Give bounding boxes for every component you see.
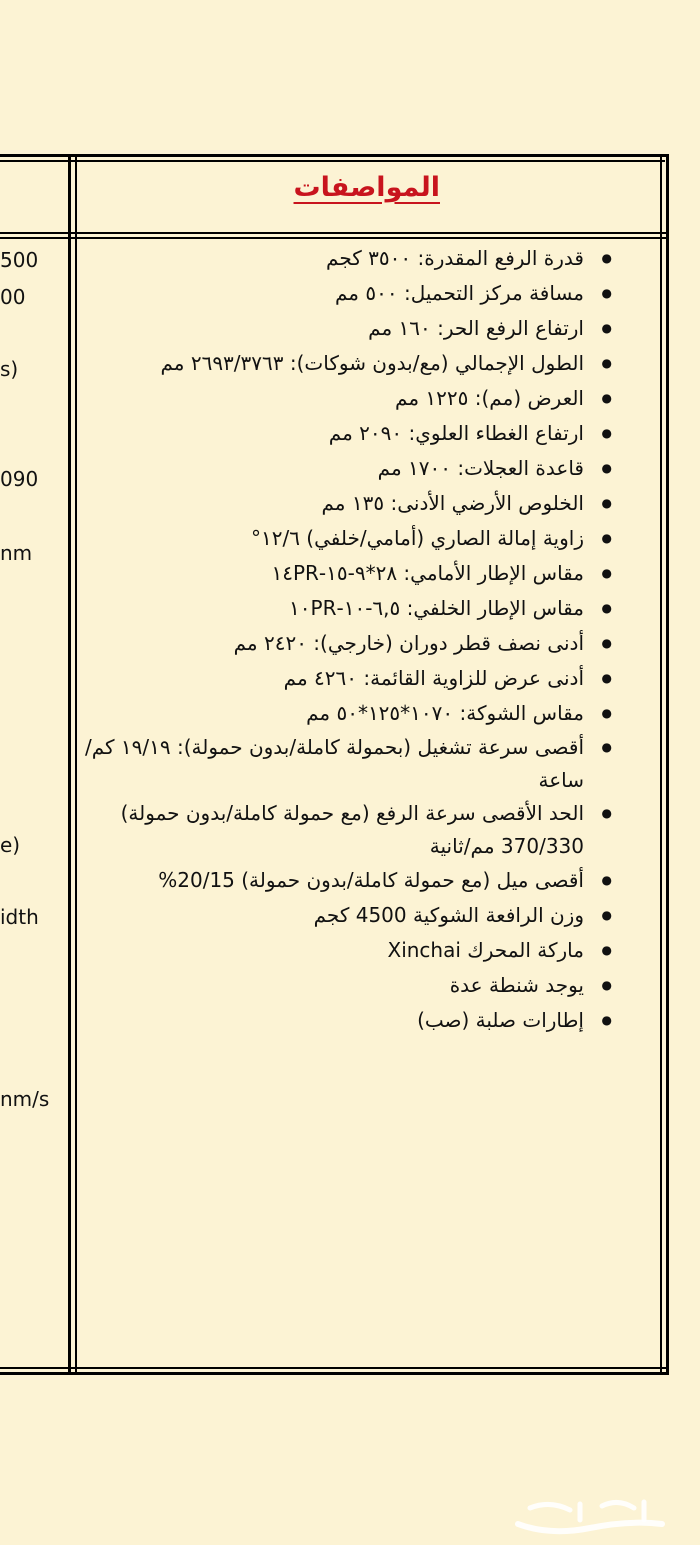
left-fragment: e) [0,833,21,857]
list-item: ● إطارات صلبة (صب) [82,1003,612,1038]
table-top-border-inner [0,160,665,162]
table-right-border-outer [666,154,669,1375]
list-item: ● قاعدة العجلات: ١٧٠٠ مم [82,451,612,486]
list-item: ● الخلوص الأرضي الأدنى: ١٣٥ مم [82,486,612,521]
left-fragment: s) [0,357,19,381]
list-item: ● مقاس الإطار الخلفي: ٦,٥-١٠-١٠PR [82,591,612,626]
list-item: ● العرض (مم): ١٢٢٥ مم [82,381,612,416]
column-divider-inner [75,154,77,1375]
list-item: ● أدنى نصف قطر دوران (خارجي): ٢٤٢٠ مم [82,626,612,661]
list-item: ● أقصى ميل (مع حمولة كاملة/بدون حمولة) 20/15% [82,863,612,898]
list-item: ● الحد الأقصى سرعة الرفع (مع حمولة كاملة/بدون حمولة) 370/330 مم/ثانية [82,797,612,863]
list-item: ● زاوية إمالة الصاري (أمامي/خلفي) ١٢/٦° [82,521,612,556]
table-top-border [0,154,668,157]
list-item: ● الطول الإجمالي (مع/بدون شوكات): ٢٦٩٣/٣٧٦٣ مم [82,346,612,381]
list-item: ● مقاس الإطار الأمامي: ٢٨*٩-١٥-١٤PR [82,556,612,591]
spec-list [82,241,612,1038]
table-bottom-border [0,1367,668,1369]
column-divider [68,154,71,1375]
list-item: ● ماركة المحرك Xinchai [82,933,612,968]
list-item: ● أدنى عرض للزاوية القائمة: ٤٢٦٠ مم [82,661,612,696]
table-right-border [660,154,662,1375]
list-item: ● ارتفاع الغطاء العلوي: ٢٠٩٠ مم [82,416,612,451]
left-fragment: idth [0,905,39,929]
list-item: ● قدرة الرفع المقدرة: ٣٥٠٠ كجم [82,241,612,276]
header-bottom-border [0,232,668,234]
list-item: ● أقصى سرعة تشغيل (بحمولة كاملة/بدون حمولة): ١٩/١٩ كم/ساعة [82,731,612,797]
left-fragment: 00 [0,285,26,309]
header-bottom-border-inner [0,237,668,239]
table-bottom-border-inner [0,1372,668,1375]
list-item: ● ارتفاع الرفع الحر: ١٦٠ مم [82,311,612,346]
haraj-watermark-logo [510,1490,670,1540]
list-item: ● يوجد شنطة عدة [82,968,612,1003]
left-fragment: 090 [0,467,39,491]
left-fragment: nm [0,541,33,565]
left-fragment: nm/s [0,1087,50,1111]
list-item: ● وزن الرافعة الشوكية 4500 كجم [82,898,612,933]
left-fragment: 500 [0,248,39,272]
list-item: ● مقاس الشوكة: ١٠٧٠*١٢٥*٥٠ مم [82,696,612,731]
list-item: ● مسافة مركز التحميل: ٥٠٠ مم [82,276,612,311]
page-title: المواصفات [293,172,440,203]
